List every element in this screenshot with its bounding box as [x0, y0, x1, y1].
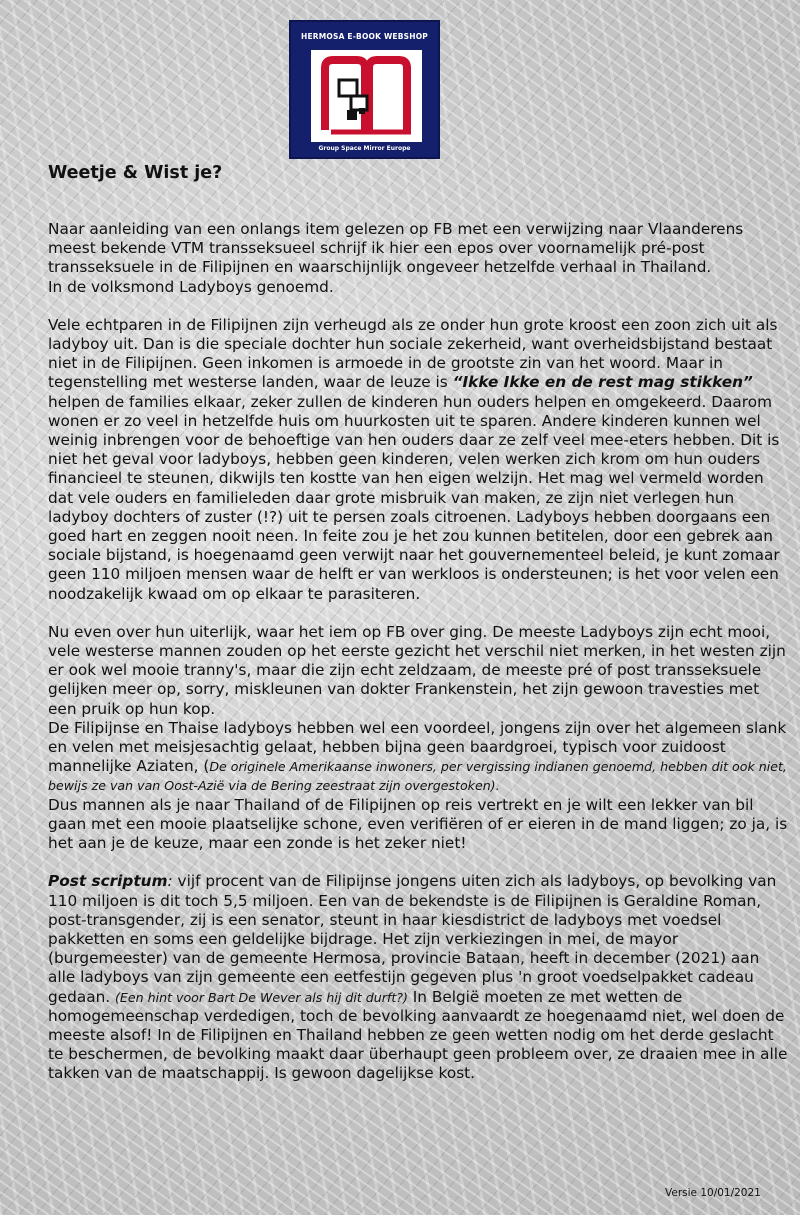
- intro-line-4: In de volksmond Ladyboys genoemd.: [48, 277, 334, 296]
- paragraph-families-text-a: Vele echtparen in de Filipijnen zijn verheugd als ze onder hun grote kroost een zoon zich uit als ladyboy uit. Dan is die speciale dochter hun sociale zekerheid, want overheidsbijstand bestaat niet in de Filipijnen. Geen inkomen is armoede in de grootste zin van het woord. Maar in tegenstelling met westerse landen, waar de leuze is: [48, 315, 778, 392]
- paragraph-advantage: [48, 719, 790, 796]
- paragraph-travel-text: Dus mannen als je naar Thailand of de Filipijnen op reis vertrekt en je wilt een lekker van bil gaan met een mooie plaatselijke schone, even verifiëren of er eieren in de mand liggen; zo ja, is het aan je de keuze, maar een zonde is het zeker niet!: [48, 795, 788, 853]
- intro-line-3: transseksuele in de Filipijnen en waarschijnlijk ongeveer hetzelfde verhaal in Thailand.: [48, 258, 712, 277]
- page-title: Weetje & Wist je?: [48, 163, 223, 183]
- paragraph-post-scriptum: [48, 872, 790, 1083]
- post-scriptum-text-a: vijf procent van de Filipijnse jongens uiten zich als ladyboys, op bevolking van 110 miljoen is dit toch 5,5 miljoen. Een van de bekendste is de Filipijnen is Geraldine Roman, post-transgender, zij is een senator, steunt in haar kiesdistrict de ladyboys met voedsel pakketten en soms een geldelijke bijdrage. Het zijn verkiezingen in mei, de mayor (burgemeester) van de gemeente Hermosa, provincie Bataan, heeft in december (2021) aan alle ladyboys van zijn gemeente een eetfestijn gegeven plus 'n groot voedselpakket cadeau gedaan.: [48, 872, 777, 1006]
- post-scriptum-colon: :: [167, 872, 173, 891]
- paragraph-advantage-note: De originele Amerikaanse inwoners, per vergissing indianen genoemd, hebben dit ook niet, bewijs ze van van Oost-Azië via de Bering zeestraat zijn overgestoken).: [48, 759, 787, 794]
- logo-subtitle: Group Space Mirror Europe: [318, 145, 411, 152]
- post-scriptum-text-b: In België moeten ze met wetten de homogemeenschap verdedigen, toch de bevolking aanvaardt ze hoegenaamd niet, wel doen de meeste alsof! In de Filipijnen en Thailand hebben ze geen wetten nodig om het derde geslacht te beschermen, de bevolking maakt daar überhaupt geen probleem over, ze draaien mee in alle takken van de maatschappij. Is gewoon dagelijkse kost.: [48, 987, 788, 1083]
- post-scriptum-note: (Een hint voor Bart De Wever als hij dit durft?): [115, 989, 408, 1005]
- webshop-logo: [289, 20, 440, 159]
- logo-mark-icon: [311, 50, 422, 142]
- logo-emblem: [311, 50, 422, 142]
- paragraph-appearance: [48, 623, 790, 719]
- slogan-quote: “Ikke Ikke en de rest mag stikken”: [452, 373, 753, 392]
- intro-line-2: meest bekende VTM transseksueel schrijf ik hier een epos over voornamelijk pré-post: [48, 239, 705, 258]
- post-scriptum-label: Post scriptum: [48, 872, 168, 891]
- paragraph-travel: [48, 796, 790, 854]
- paragraph-families-text-b: helpen de families elkaar, zeker zullen de kinderen hun ouders helpen en omgekeerd. Daarom wonen er zo veel in hetzelfde huis om huurkosten uit te sparen. Andere kinderen kunnen wel weinig inbrengen voor de behoeftige van hen ouders daar ze zelf veel mee-eters hebben. Dit is niet het geval voor ladyboys, hebben geen kinderen, velen werken zich krom om hun ouders financieel te steunen, dikwijls ten kostte van hen eigen welzijn. Het mag wel vermeld worden dat vele ouders en familieleden daar grote misbruik van maken, ze zijn niet verlegen hun ladyboy dochters of zuster (!?) uit te persen zoals citroenen. Ladyboys hebben doorgaans een goed hart en zeggen nooit neen. In feite zou je het zou kunnen betitelen, door een gebrek aan sociale bijstand, is hoegenaamd geen verwijt naar het gouvernementeel beleid, je kunt zomaar geen 110 miljoen mensen waar de helft er van werkloos is ondersteunen; is het voor velen een noodzakelijk kwaad om op elkaar te parasiteren.: [48, 392, 780, 603]
- intro-paragraph: [48, 220, 790, 297]
- logo-title: HERMOSA E-BOOK WEBSHOP: [300, 32, 429, 41]
- article: [48, 160, 790, 1084]
- paragraph-appearance-text: Nu even over hun uiterlijk, waar het iem op FB over ging. De meeste Ladyboys zijn echt mooi, vele westerse mannen zouden op het eerste gezicht het verschil niet merken, in het westen zijn er ook wel mooie tranny's, maar die zijn echt zeldzaam, de meeste pré of post transseksuele gelijken meer op, sorry, miskleunen van dokter Frankenstein, het zijn gewoon travesties met een pruik op hun kop.: [48, 622, 786, 718]
- paragraph-advantage-text: De Filipijnse en Thaise ladyboys hebben wel een voordeel, jongens zijn over het algemeen slank en velen met meisjesachtig gelaat, hebben bijna geen baardgroei, typisch voor zuidoost mannelijke Aziaten, (: [48, 718, 787, 776]
- paragraph-families: [48, 316, 790, 604]
- intro-line-1: Naar aanleiding van een onlangs item gelezen op FB met een verwijzing naar Vlaanderens: [48, 220, 744, 238]
- version-label: Versie 10/01/2021: [665, 1187, 761, 1199]
